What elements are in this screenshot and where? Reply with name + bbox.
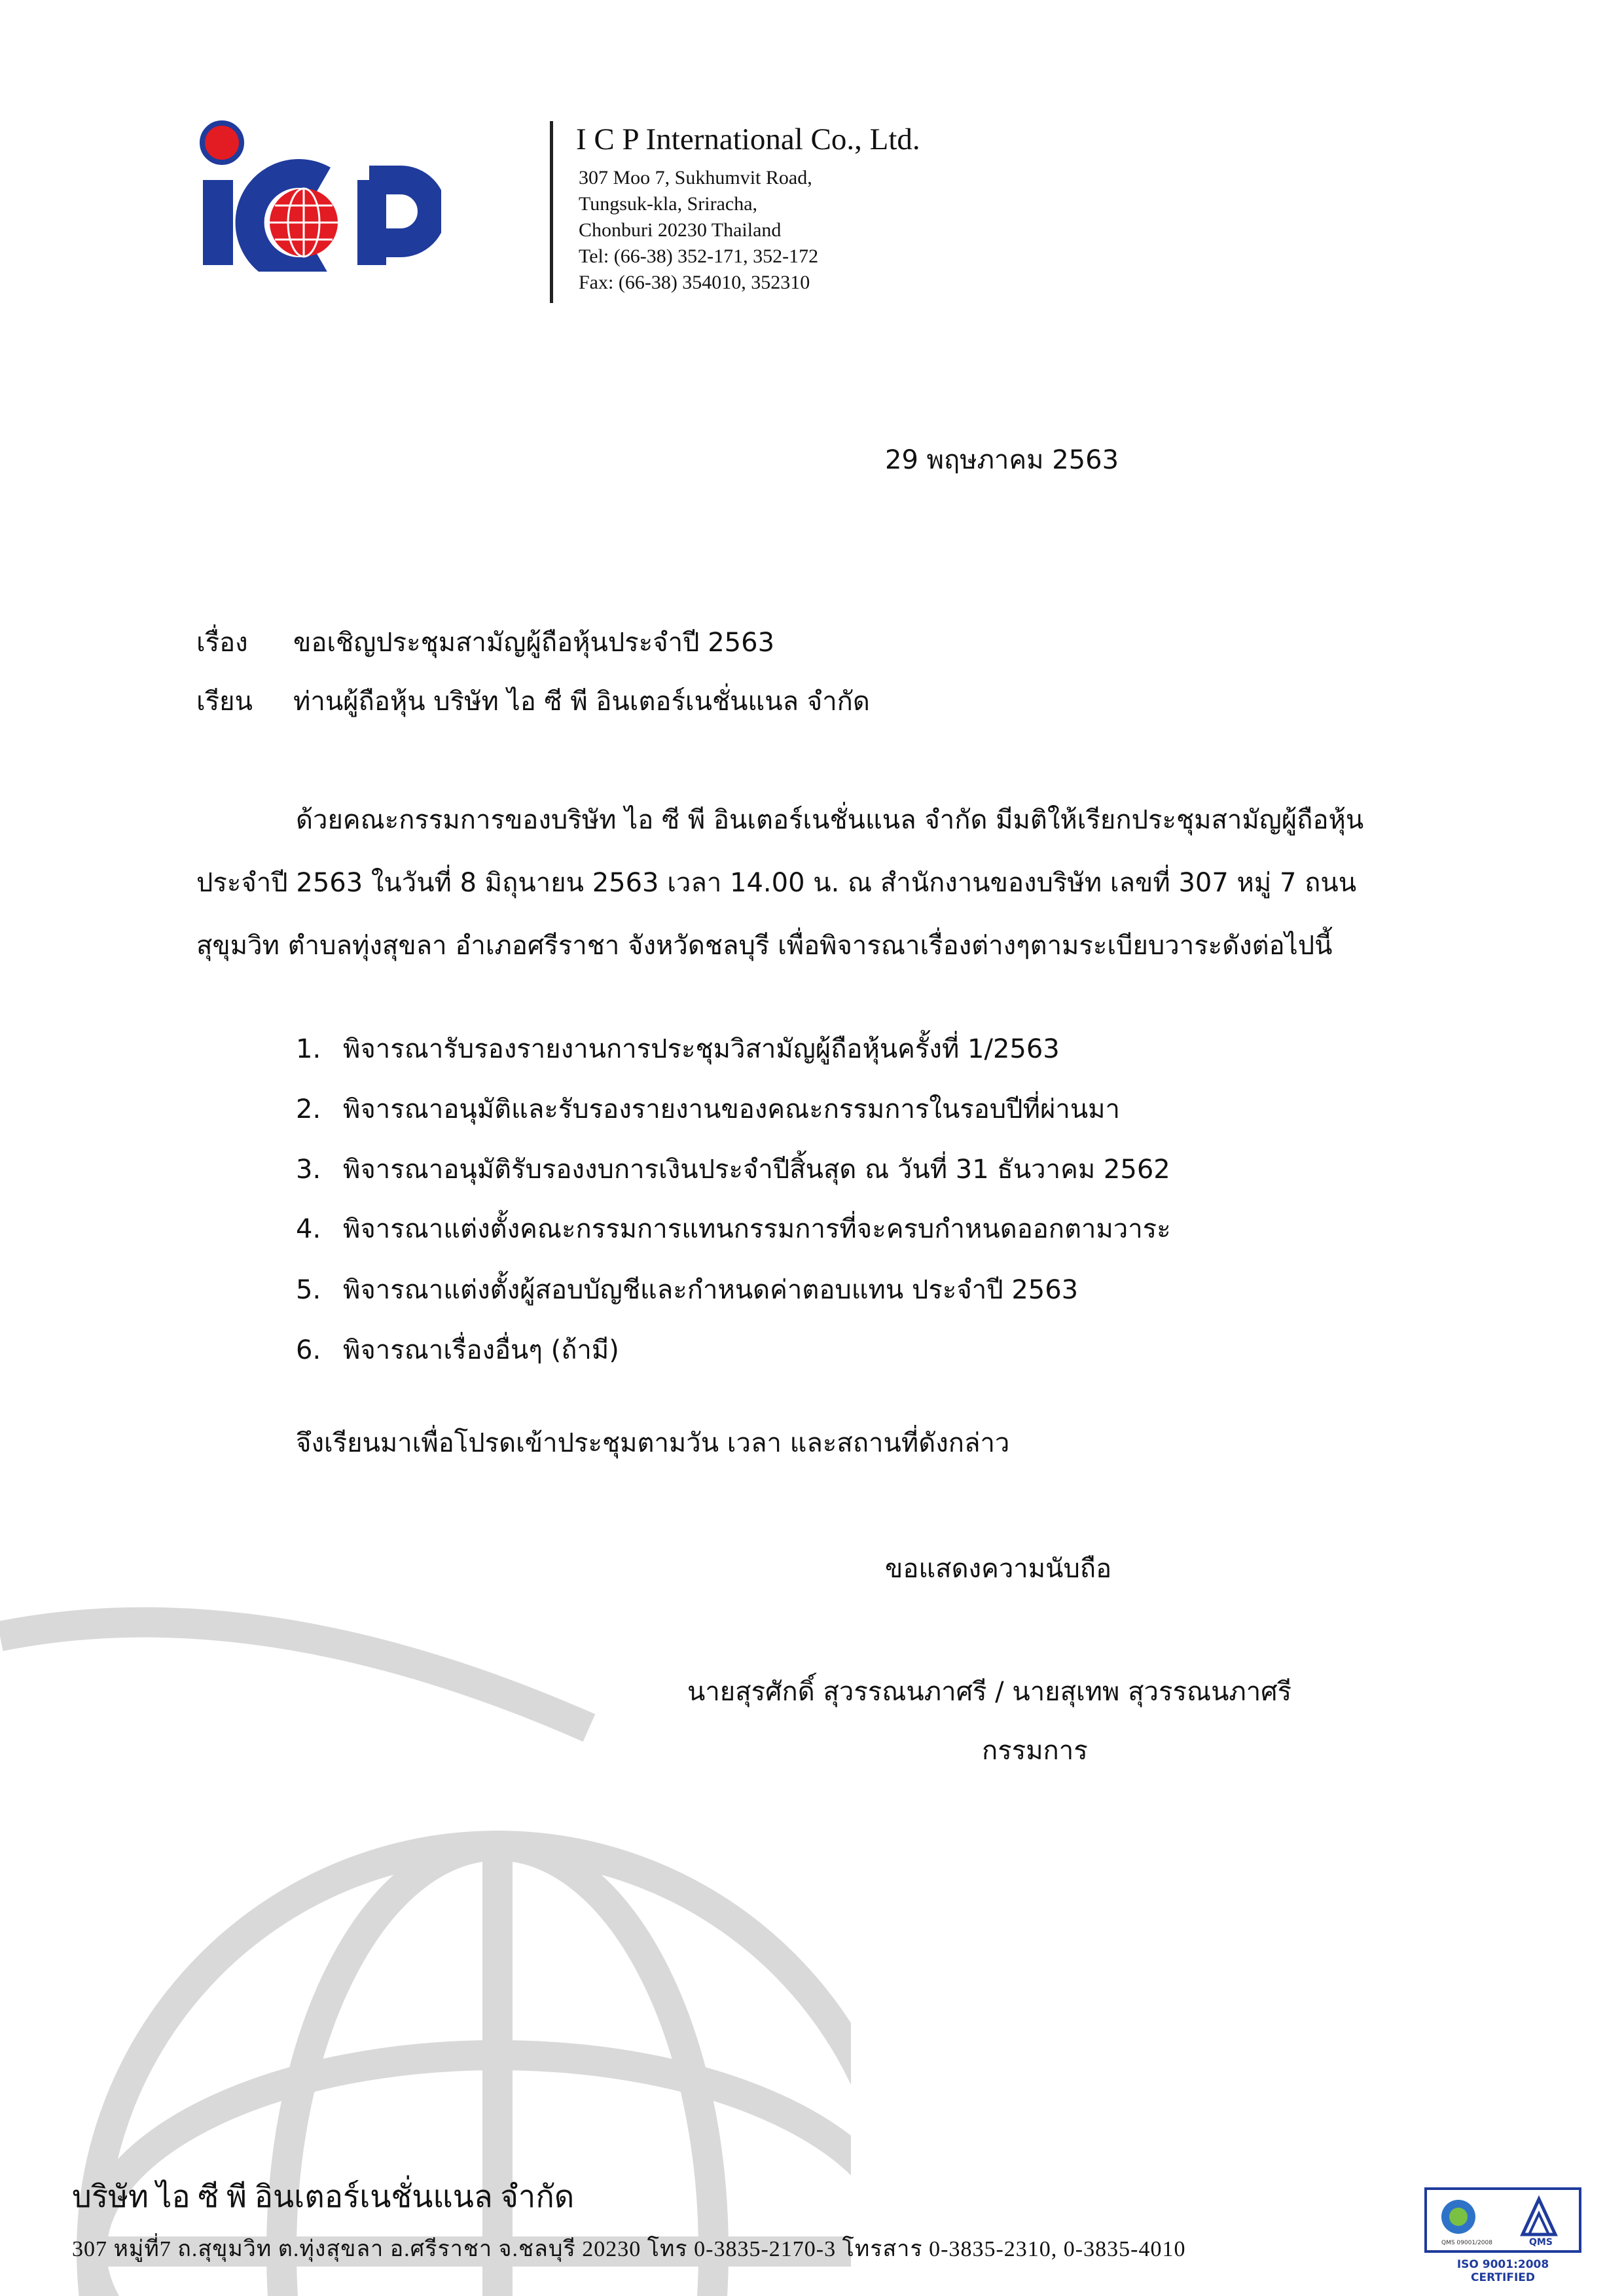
agenda-number: 1. <box>296 1034 321 1064</box>
agenda-number: 6. <box>296 1335 321 1365</box>
address-line: 307 Moo 7, Sukhumvit Road, <box>579 167 812 188</box>
agenda-item <box>296 1028 1060 1069</box>
closing-line: จึงเรียนมาเพื่อโปรดเข้าประชุมตามวัน เวลา และสถานที่ดังกล่าว <box>296 1428 1010 1458</box>
company-name: I C P International Co., Ltd. <box>576 122 920 156</box>
agenda-text: พิจารณาอนุมัติรับรองงบการเงินประจำปีสิ้นสุด ณ วันที่ 31 ธันวาคม 2562 <box>343 1155 1170 1185</box>
address-line: Tungsuk-kla, Sriracha, <box>579 193 758 215</box>
cert-small-code: QMS 09001/2008 <box>1441 2240 1492 2246</box>
subject: ขอเชิญประชุมสามัญผู้ถือหุ้นประจำปี 2563 <box>293 628 775 658</box>
agenda-text: พิจารณาอนุมัติและรับรองรายงานของคณะกรรมการในรอบปีที่ผ่านมา <box>343 1094 1121 1124</box>
recipient-label: เรียน <box>196 687 253 717</box>
cert-qms-label: QMS <box>1529 2237 1553 2248</box>
company-address <box>579 165 818 296</box>
agenda-text: พิจารณาแต่งตั้งคณะกรรมการแทนกรรมการที่จะครบกำหนดออกตามวาระ <box>343 1214 1171 1244</box>
body-line: ด้วยคณะกรรมการของบริษัท ไอ ซี พี อินเตอร์เนชั่นแนล จำกัด มีมติให้เรียกประชุมสามัญผู้ถือหุ้น <box>296 805 1364 835</box>
agenda-number: 5. <box>296 1275 321 1305</box>
address-line: Fax: (66-38) 354010, 352310 <box>579 272 810 293</box>
subject-label: เรื่อง <box>196 628 248 658</box>
address-line: Chonburi 20230 Thailand <box>579 219 782 241</box>
body-line: สุขุมวิท ตำบลทุ่งสุขลา อำเภอศรีราชา จังหวัดชลบุรี เพื่อพิจารณาเรื่องต่างๆตามระเบียบวาระดังต่อไปนี้ <box>196 931 1333 961</box>
agenda-number: 4. <box>296 1214 321 1244</box>
agenda-item <box>296 1208 1171 1249</box>
agenda-item <box>296 1268 1078 1310</box>
signatory-title: กรรมการ <box>982 1736 1088 1766</box>
agenda-text: พิจารณารับรองรายงานการประชุมวิสามัญผู้ถือหุ้นครั้งที่ 1/2563 <box>343 1034 1060 1064</box>
cert-certified-line: CERTIFIED <box>1471 2271 1535 2284</box>
iso-certification-badge <box>1424 2187 1581 2284</box>
icp-logo <box>192 118 441 272</box>
agenda-text: พิจารณาแต่งตั้งผู้สอบบัญชีและกำหนดค่าตอบแทน ประจำปี 2563 <box>343 1275 1079 1305</box>
signatory-names: นายสุรศักดิ์ สุวรรณนภาศรี / นายสุเทพ สุวรรณนภาศรี <box>687 1677 1292 1707</box>
letterhead-divider <box>550 121 553 303</box>
agenda-text: พิจารณาเรื่องอื่นๆ (ถ้ามี) <box>343 1335 619 1365</box>
cert-iso-line: ISO 9001:2008 <box>1456 2258 1549 2271</box>
agenda-number: 3. <box>296 1155 321 1185</box>
footer-company-name: บริษัท ไอ ซี พี อินเตอร์เนชั่นแนล จำกัด <box>72 2180 575 2214</box>
agenda-item <box>296 1148 1170 1190</box>
address-line: Tel: (66-38) 352-171, 352-172 <box>579 245 819 267</box>
footer-address: 307 หมู่ที่7 ถ.สุขุมวิท ต.ทุ่งสุขลา อ.ศรีราชา จ.ชลบุรี 20230 โทร 0-3835-2170-3 โทรสาร 0-3835-2310, 0-3835-4010 <box>72 2237 1186 2261</box>
agenda-item <box>296 1088 1120 1130</box>
letter-date: 29 พฤษภาคม 2563 <box>885 445 1119 475</box>
agenda-number: 2. <box>296 1094 321 1124</box>
body-line: ประจำปี 2563 ในวันที่ 8 มิถุนายน 2563 เวลา 14.00 น. ณ สำนักงานของบริษัท เลขที่ 307 หมู่ 7 ถนน <box>196 868 1357 898</box>
agenda-item <box>296 1329 619 1371</box>
regards: ขอแสดงความนับถือ <box>885 1554 1112 1584</box>
recipient: ท่านผู้ถือหุ้น บริษัท ไอ ซี พี อินเตอร์เนชั่นแนล จำกัด <box>293 687 870 717</box>
